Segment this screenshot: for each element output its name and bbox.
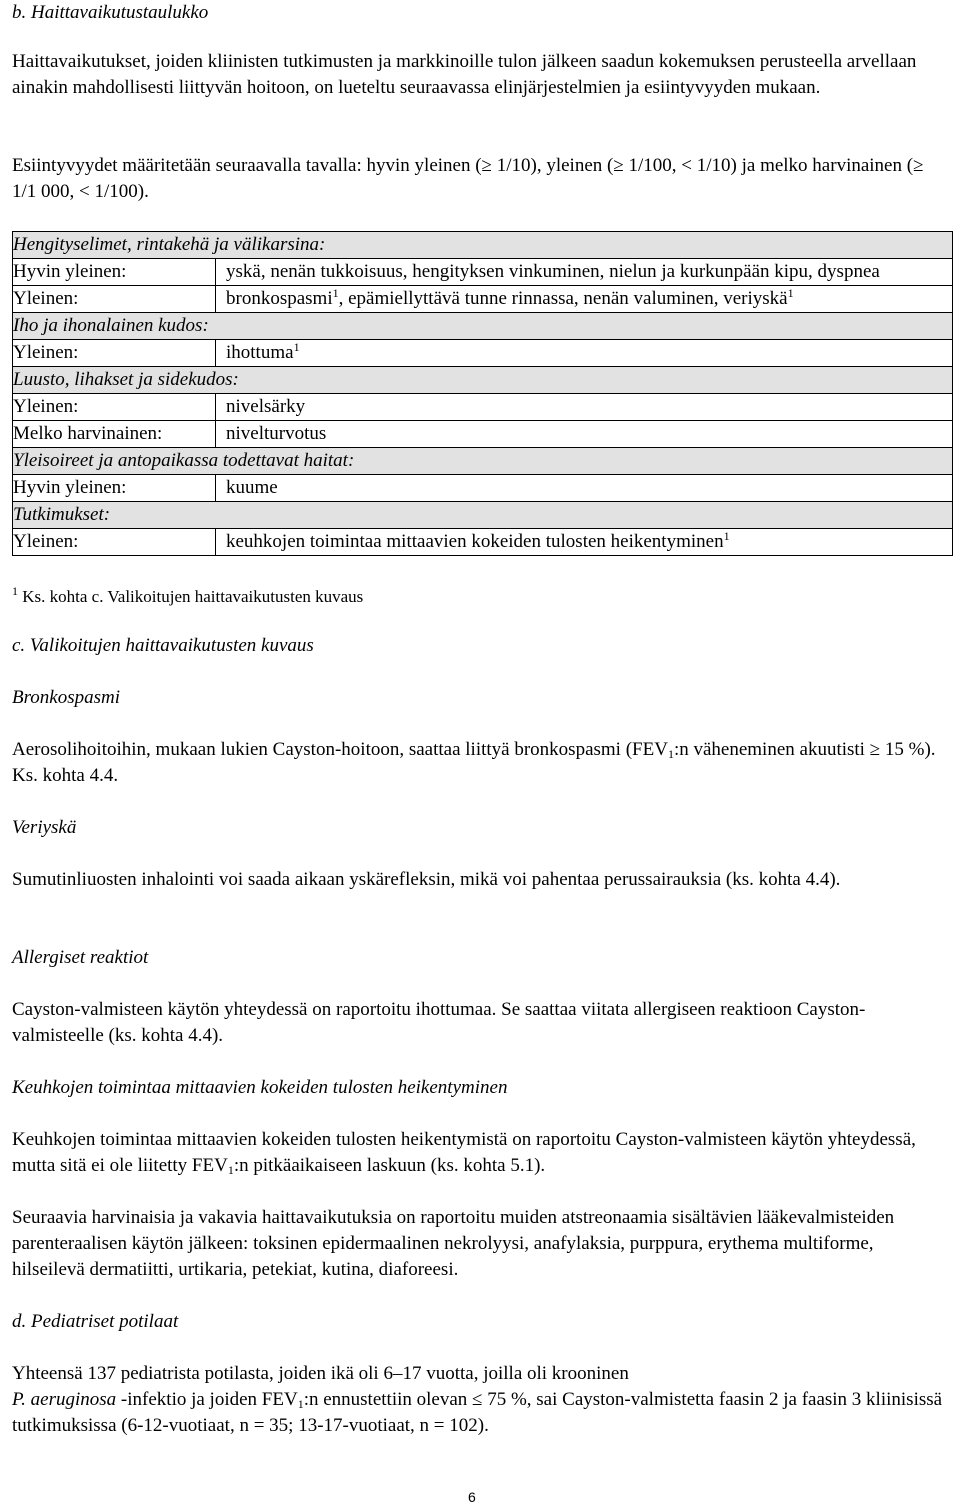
allergic-text: Cayston-valmisteen käytön yhteydessä on raportoitu ihottumaa. Se saattaa viitata allergiseen reaktioon Cayston-valmisteelle (ks. kohta 4.4). [12, 999, 866, 1046]
effect-cell: keuhkojen toimintaa mittaavien kokeiden tulosten heikentyminen$^1$ [226, 529, 730, 552]
adverse-reactions-table [12, 231, 953, 556]
table-row [13, 475, 952, 502]
frequency-cell: Yleinen: [13, 394, 216, 420]
frequency-cell: Yleinen: [13, 340, 216, 366]
frequency-cell: Yleinen: [13, 529, 216, 555]
table-group-header: Luusto, lihakset ja sidekudos: [13, 367, 952, 394]
lung-function-text: Keuhkojen toimintaa mittaavien kokeiden tulosten heikentymistä on raportoitu Cayston-valmisteen käytön yhteydessä, mutta sitä ei ole liitetty $FEV_1:n$ pitkäaikaiseen laskuun (ks. kohta 5.1). [12, 1129, 916, 1177]
frequency-cell: Hyvin yleinen: [13, 259, 216, 285]
pediatric-text: Yhteensä 137 pediatrista potilasta, joiden ikä oli 6–17 vuotta, joilla oli krooninen P. aeruginosa -infektio ja joiden $FEV_1:n$ ennustettiin olevan ≤ 75 %, sai Cayston-valmistetta faasin 2 ja faasin 3 kliinisissä tutkimuksissa (6-12-vuotiaat, n = 35; 13-17-vuotiaat, n = 102). [12, 1363, 943, 1436]
table-group-header: Iho ja ihonalainen kudos: [13, 313, 952, 340]
section-b-intro: Haittavaikutukset, joiden kliinisten tutkimusten ja markkinoille tulon jälkeen saadun kokemuksen perusteella arvellaan ainakin mahdollisesti liittyvän hoitoon, on lueteltu seuraavassa elinjärjestelmien ja esiintyvyyden mukaan. [12, 51, 917, 98]
frequency-cell: Melko harvinainen: [13, 421, 216, 447]
section-c-heading: c. Valikoitujen haittavaikutusten kuvaus [12, 635, 314, 656]
frequency-cell: Yleinen: [13, 286, 216, 312]
section-b-heading: b. Haittavaikutustaulukko [12, 2, 209, 23]
table-group-header: Hengityselimet, rintakehä ja välikarsina: [13, 232, 952, 259]
table-group-header: Yleisoireet ja antopaikassa todettavat haitat: [13, 448, 952, 475]
section-d-heading: d. Pediatriset potilaat [12, 1311, 179, 1332]
page-number: 6 [468, 1489, 476, 1505]
table-row [13, 340, 952, 367]
rare-reactions-text: Seuraavia harvinaisia ja vakavia haittavaikutuksia on raportoitu muiden atstreonaamia sisältävien lääkevalmisteiden parenteraalisen käytön jälkeen: toksinen epidermaalinen nekrolyysi, anafylaksia, purppura, erythema multiforme, hilseilevä dermatiitti, urtikaria, petekiat, kutina, diaforeesi. [12, 1207, 895, 1280]
haemoptysis-title: Veriyskä [12, 817, 77, 838]
table-row [13, 394, 952, 421]
table-group-header: Tutkimukset: [13, 502, 952, 529]
effect-cell: nivelturvotus [226, 423, 327, 444]
lung-function-title: Keuhkojen toimintaa mittaavien kokeiden tulosten heikentyminen [12, 1077, 508, 1098]
effect-cell: bronkospasmi$^1$, epämiellyttävä tunne rinnassa, nenän valuminen, veriyskä$^1$ [226, 286, 794, 309]
table-row [13, 421, 952, 448]
frequency-cell: Hyvin yleinen: [13, 475, 216, 501]
allergic-title: Allergiset reaktiot [12, 947, 149, 968]
effect-cell: ihottuma$^1$ [226, 340, 300, 363]
effect-cell: yskä, nenän tukkoisuus, hengityksen vinkuminen, nielun ja kurkunpään kipu, dyspnea [226, 261, 880, 282]
table-row [13, 259, 952, 286]
table-row [13, 529, 952, 555]
effect-cell: kuume [226, 477, 278, 498]
table-footnote: $^1$ Ks. kohta c. Valikoitujen haittavaikutusten kuvaus [12, 584, 364, 606]
effect-cell: nivelsärky [226, 396, 306, 417]
bronchospasm-title: Bronkospasmi [12, 687, 121, 708]
bronchospasm-text: Aerosolihoitoihin, mukaan lukien Cayston-hoitoon, saattaa liittyä bronkospasmi ($FEV_1:n$ väheneminen akuutisti ≥ 15 %). Ks. kohta 4.4. [12, 739, 936, 786]
haemoptysis-text: Sumutinliuosten inhalointi voi saada aikaan yskärefleksin, mikä voi pahentaa perussairauksia (ks. kohta 4.4). [12, 869, 841, 890]
table-row [13, 286, 952, 313]
frequency-definition: Esiintyvyydet määritetään seuraavalla tavalla: hyvin yleinen (≥ 1/10), yleinen (≥ 1/100, < 1/10) ja melko harvinainen (≥ 1/1 000, < 1/100). [12, 155, 924, 202]
